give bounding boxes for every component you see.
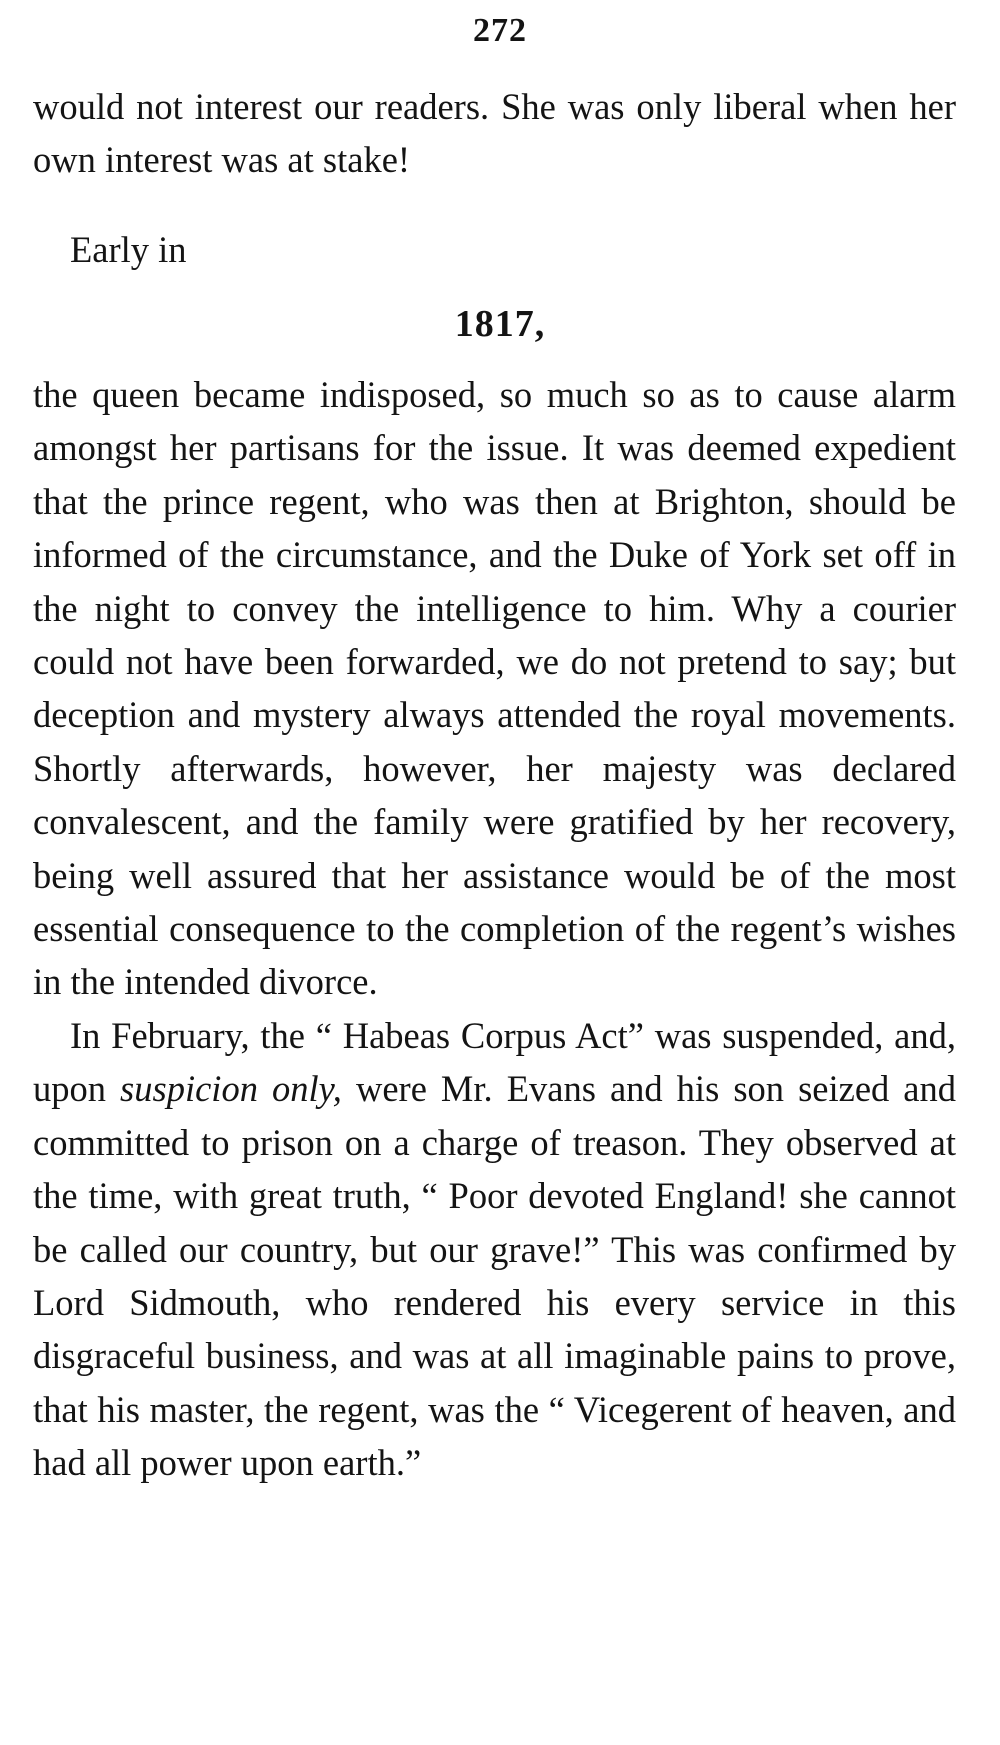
paragraph-queen-indisposed: the queen became indisposed, so much so as to cause alarm amongst her partisans for the issue. It was deemed expedient that the prince regent, who was then at Brighton, should be informed of the circumstance, and the Duke of York set off in the night to convey the intelligence to him. Why a courier could not have been forwarded, we do not pretend to say; but deception and mystery always attended the royal movements. Shortly afterwards, however, her majesty was declared convalescent, and the family were gratified by her recovery, being well assured that her assistance would be of the most essential consequence to the completion of the regent’s wishes in the intended divorce. [33, 374, 956, 1003]
page-number: 272 [473, 12, 527, 49]
body-text [33, 368, 956, 1490]
italic-suspicion-only: suspicion only, [120, 1068, 342, 1110]
opening-text [33, 80, 956, 187]
paragraph-habeas-part1: In February, the “ Habeas Corpus Act” was suspended, and, upon [33, 1014, 956, 1110]
early-in-text: Early in [70, 229, 187, 270]
year-heading: 1817, [454, 303, 546, 345]
paragraph-habeas-part2: were Mr. Evans and his son seized and committed to prison on a charge of treason. They observed at the time, with great truth, “ Poor devoted England! she cannot be called our country, but our grave!” This was confirmed by Lord Sidmouth, who rendered his every service in this disgraceful business, and was at all imaginable pains to prove, that his master, the regent, was the “ Vicegerent of heaven, and had all power upon earth.” [33, 1068, 957, 1484]
opening-paragraph: would not interest our readers. She was only liberal when her own interest was at stake! [33, 86, 956, 181]
paragraph-habeas-corpus [33, 1009, 956, 1490]
